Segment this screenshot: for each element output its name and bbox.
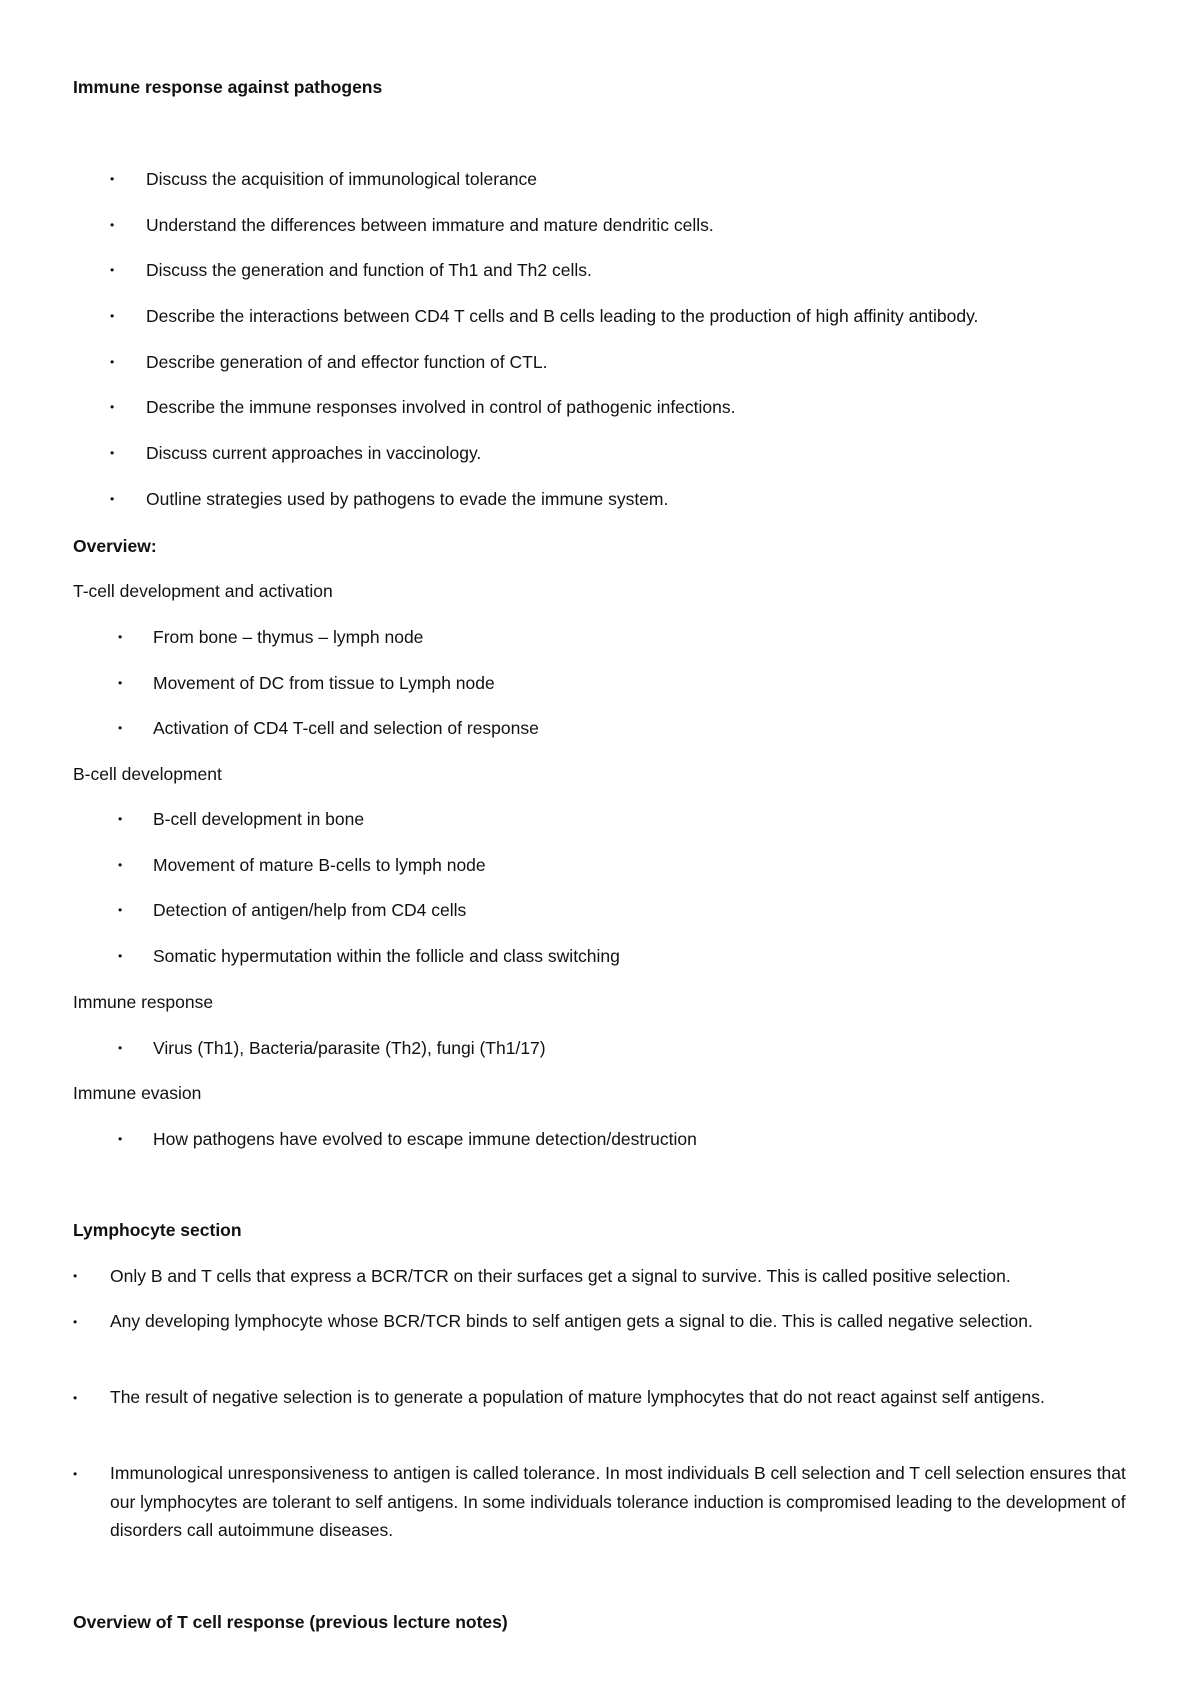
lymphocyte-heading: Lymphocyte section [73,1220,242,1240]
bullet-icon: • [118,858,123,872]
objective-item: Describe the immune responses involved in control of pathogenic infections. [146,397,736,417]
bullet-icon: • [110,446,115,460]
bullet-icon: • [73,1315,78,1329]
bullet-icon: • [110,400,115,414]
bullet-icon: • [110,355,115,369]
list-item: Activation of CD4 T-cell and selection of response [153,718,539,738]
bullet-icon: • [118,812,123,826]
section-title: B-cell development [73,764,222,784]
bullet-icon: • [73,1391,78,1405]
bullet-icon: • [110,263,115,277]
bullet-icon: • [73,1467,78,1481]
list-item: Virus (Th1), Bacteria/parasite (Th2), fungi (Th1/17) [153,1038,546,1058]
objective-item: Understand the differences between immature and mature dendritic cells. [146,215,714,235]
objective-item: Discuss the acquisition of immunological tolerance [146,169,538,189]
objective-item: Describe the interactions between CD4 T cells and B cells leading to the production of high affinity antibody. [146,306,979,326]
bullet-icon: • [118,721,123,735]
tcell-overview-heading: Overview of T cell response (previous lecture notes) [73,1612,508,1632]
list-item: Movement of mature B-cells to lymph node [153,855,486,875]
section-title: T-cell development and activation [73,581,333,601]
bullet-icon: • [73,1269,78,1283]
lymphocyte-item: Only B and T cells that express a BCR/TCR on their surfaces get a signal to survive. This is called positive selection. [110,1266,1011,1286]
list-item: Detection of antigen/help from CD4 cells [153,900,467,920]
bullet-icon: • [118,630,123,644]
bullet-icon: • [110,218,115,232]
list-item: Somatic hypermutation within the follicle and class switching [153,946,620,966]
lymphocyte-item: The result of negative selection is to generate a population of mature lymphocytes that do not react against self antigens. [110,1387,1045,1407]
bullet-icon: • [118,676,123,690]
lymphocyte-item: Immunological unresponsiveness to antigen is called tolerance. In most individuals B cell selection and T cell selection ensures that our lymphocytes are tolerant to self antigens. In some individuals tolerance induction is compromised leading to the development of disorders call autoimmune diseases. [110,1463,1126,1540]
document-title: Immune response against pathogens [73,77,383,97]
bullet-icon: • [110,309,115,323]
objective-item: Discuss the generation and function of Th1 and Th2 cells. [146,260,592,280]
section-title: Immune response [73,992,214,1012]
bullet-icon: • [118,949,123,963]
bullet-icon: • [118,1132,123,1146]
bullet-icon: • [110,492,115,506]
bullet-icon: • [110,172,115,186]
section-title: Immune evasion [73,1083,202,1103]
bullet-icon: • [118,1041,123,1055]
list-item: B-cell development in bone [153,809,365,829]
list-item: From bone – thymus – lymph node [153,627,424,647]
bullet-icon: • [118,903,123,917]
lymphocyte-item: Any developing lymphocyte whose BCR/TCR binds to self antigen gets a signal to die. This is called negative selection. [110,1311,1033,1331]
objective-item: Discuss current approaches in vaccinology. [146,443,482,463]
list-item: Movement of DC from tissue to Lymph node [153,673,495,693]
objective-item: Outline strategies used by pathogens to evade the immune system. [146,489,669,509]
list-item: How pathogens have evolved to escape immune detection/destruction [153,1129,697,1149]
objective-item: Describe generation of and effector function of CTL. [146,352,548,372]
overview-heading: Overview: [73,536,157,556]
